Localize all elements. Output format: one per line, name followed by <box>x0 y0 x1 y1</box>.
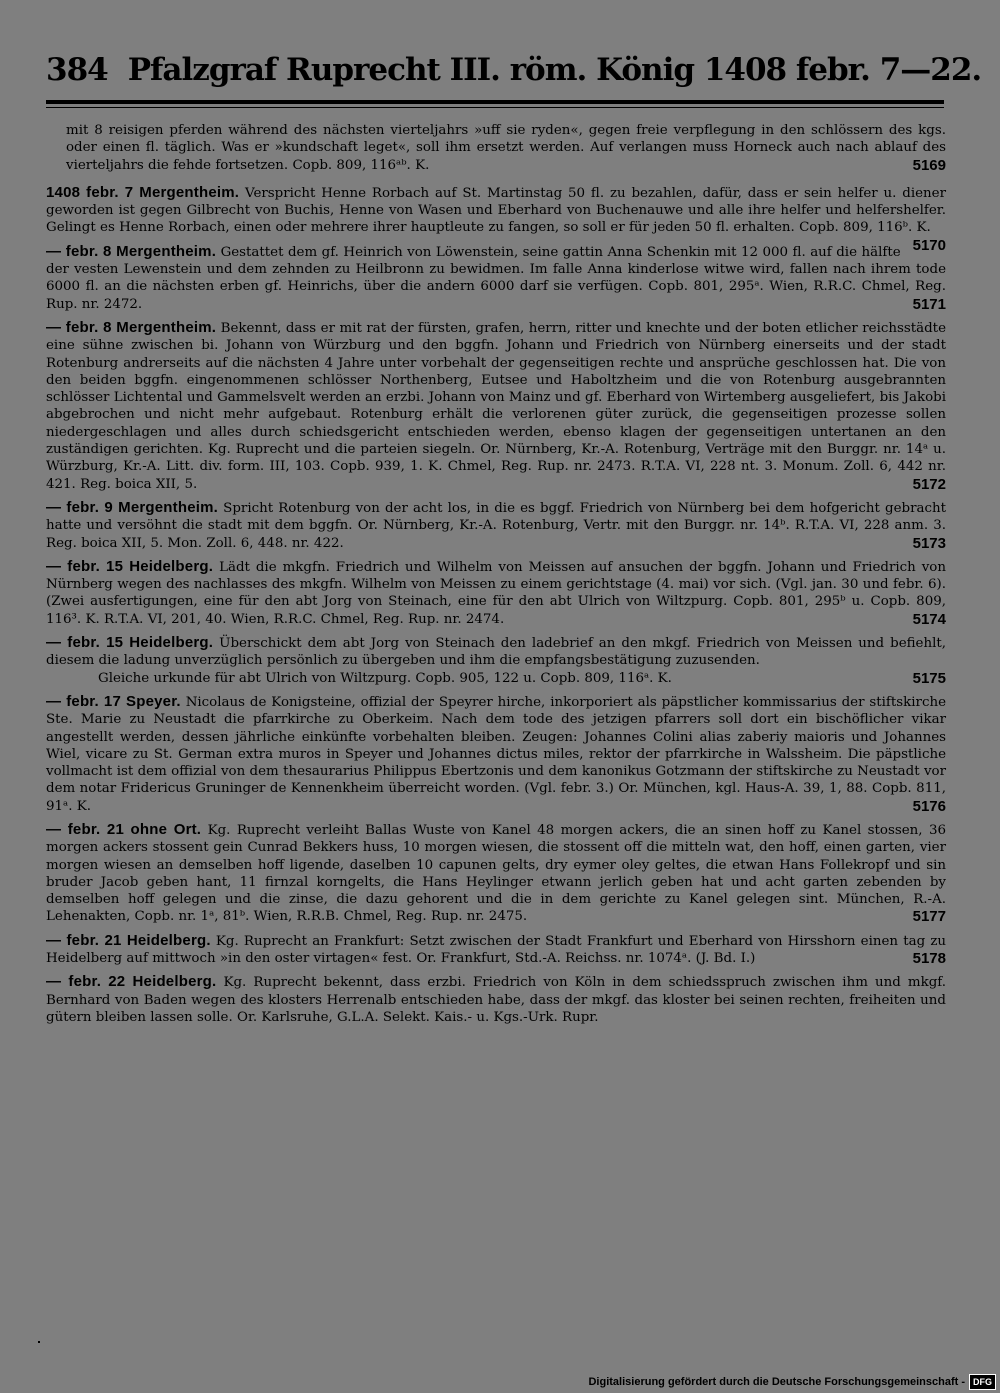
entry-date-place: — febr. 21 Heidelberg. <box>46 931 211 949</box>
page-header <box>46 52 982 88</box>
header-rule-thick <box>46 100 944 104</box>
entry-subtext <box>46 670 946 687</box>
running-head: Pfalzgraf Ruprecht III. röm. König 1408 febr. 7—22. <box>127 52 982 88</box>
entry-text: Kg. Ruprecht bekennt, dass erzbi. Friedrich von Köln in dem schiedsspruch zwischen ihm und mkgf. Bernhard von Baden wegen des klosters Herrenalb entschieden habe, dass der mkgf. das kloster bei seinen rechten, freiheiten und gütern bleiben lassen solle. Or. Karlsruhe, G.L.A. Selekt. Kais.- u. Kgs.-Urk. Rupr. <box>46 975 946 1025</box>
entry-number: 5178 <box>912 950 946 968</box>
regest-entry-5178 <box>46 932 946 968</box>
entry-text: Überschickt dem abt Jorg von Steinach den ladebrief an den mkgf. Friedrich von Meissen und befiehlt, diesem die ladung unverzüglich persönlich zu übergeben und ihm die empfangsbestätigung zuzusenden. <box>46 636 947 669</box>
entry-number: 5173 <box>912 534 946 552</box>
regest-entry-5173 <box>46 499 946 552</box>
entry-date-place: — febr. 22 Heidelberg. <box>46 973 217 991</box>
digitization-footer <box>588 1370 1000 1393</box>
entry-date-place: — febr. 9 Mergentheim. <box>46 498 219 516</box>
regest-entry-5172 <box>46 319 946 493</box>
regest-entry-5171 <box>46 243 946 313</box>
entry-text: Spricht Rotenburg von der acht los, in die es bggf. Friedrich von Nürnberg bei dem hofgericht gebracht hatte und versöhnt die stadt mit dem bggfn. Or. Nürnberg, Kr.-A. Rotenburg, Vertr. mit den Burggr. nr. 14ᵇ. R.T.A. VI, 228 anm. 3. Reg. boica XII, 5. Mon. Zoll. 6, 448. nr. 422. <box>46 500 946 551</box>
entry-number: 5175 <box>912 669 946 687</box>
entry-text: Verspricht Henne Rorbach auf St. Martinstag 50 fl. zu bezahlen, dafür, dass er sein helfer u. diener geworden ist gegen Gilbrecht von Buchis, Henne von Wasen und Eberhard von Buchenauwe und alle ihre helfer und helfershelfer. Gelingt es Henne Rorbach, einen oder mehrere ihrer hauptleute zu fangen, so soll er für jeden 50 fl. erhalten. Copb. 809, 116ᵇ. K. <box>46 185 946 236</box>
header-rule-thin <box>46 107 944 108</box>
entry-number: 5171 <box>912 295 946 313</box>
entry-date-place: — febr. 8 Mergentheim. <box>46 242 217 260</box>
page-mark <box>38 1341 40 1343</box>
footer-text: Digitalisierung gefördert durch die Deutsche Forschungsgemeinschaft - <box>588 1375 965 1388</box>
dfg-logo: DFG <box>969 1374 996 1390</box>
regest-entry-5177 <box>46 821 946 926</box>
entry-text: Gestattet dem gf. Heinrich von Löwenstein, seine gattin Anna Schenkin mit 12 000 fl. auf die hälfte der vesten Lewenstein und dem zehnden zu Heilbronn zu bewidmen. Im falle Anna kinderlose witwe wird, fallen nach ihrem tode 6000 fl. an die nächsten erben gf. Heinrichs, über die andern 6000 darf sie verfügen. Copb. 801, 295ᵃ. Wien, R.R.C. Chmel, Reg. Rup. nr. 2472. <box>46 244 946 312</box>
entry-number: 5174 <box>912 610 946 628</box>
regest-entry-continued <box>46 973 946 1026</box>
entry-date-place: — febr. 8 Mergentheim. <box>46 318 217 336</box>
regest-entries <box>46 122 947 1034</box>
regest-entry-5175 <box>46 634 946 687</box>
entry-number: 5172 <box>912 475 946 493</box>
entry-number: 5169 <box>912 156 946 174</box>
entry-date-place: — febr. 15 Heidelberg. <box>46 634 214 652</box>
entry-text: Kg. Ruprecht verleiht Ballas Wuste von Kanel 48 morgen ackers, die an sinen hoff zu Kanel stossen, 36 morgen ackers stossent gein Cunrad Bekkers huss, 10 morgen wiesen, die stossent off die mitteln wat, den hoff, einen garten, vier morgen wiesen an demselben hoff ligende, daselben 10 capunen gelts, dry eymer oley geltes, die etwan Hans Follekropf und sin bruder Jacob geben hant, 11 firnzal korngelts, die Hans Heylinger etwann jerlich geben hat und acht garten zebenden by demselben hoff gelegen und die zinse, die dazu gehorent und die in dem gerichte zu Kanel gelegen sint. München, R.-A. Lehenakten, Copb. nr. 1ᵃ, 81ᵇ. Wien, R.R.B. Chmel, Reg. Rup. nr. 2475. <box>46 822 946 925</box>
entry-number: 5170 <box>912 236 946 254</box>
entry-number: 5177 <box>912 908 946 926</box>
entry-text: Kg. Ruprecht an Frankfurt: Setzt zwischen der Stadt Frankfurt und Eberhard von Hirsshorn einen tag zu Heidelberg auf mittwoch »in den oster virtagen« fest. Or. Frankfurt, Std.-A. Reichss. nr. 1074ᵃ. (J. Bd. I.) <box>46 933 947 967</box>
page-number: 384 <box>46 52 108 88</box>
entry-text: Lädt die mkgfn. Friedrich und Wilhelm von Meissen auf ansuchen der bggfn. Johann und Friedrich von Nürnberg wegen des nachlasses des mkgfn. Wilhelm von Meissen zu einem gerichtstage (4. mai) vor sich. (Vgl. jan. 30 und febr. 6). (Zwei ausfertigungen, eine für den abt Jorg von Steinach, eine für den abt Ulrich von Wiltzpurg. Copb. 801, 295ᵇ u. Copb. 809, 116³. K. R.T.A. VI, 201, 40. Wien, R.R.C. Chmel, Reg. Rup. nr. 2474. <box>46 559 946 627</box>
entry-number: 5176 <box>912 797 946 815</box>
entry-date-place: — febr. 15 Heidelberg. <box>46 557 214 575</box>
entry-text-second: Gleiche urkunde für abt Ulrich von Wiltzpurg. Copb. 905, 122 u. Copb. 809, 116ᵃ. K. <box>98 670 672 686</box>
entry-text: mit 8 reisigen pferden während des nächsten vierteljahrs »uff sie ryden«, gegen freie verpflegung in den schlössern des kgs. oder einen fl. täglich. Was er »kundschaft leget«, soll ihm ersetzt werden. Auf verlangen muss Horneck auch nach ablauf des vierteljahrs die fehde fortsetzen. Copb. 809, 116ᵃᵇ. K. <box>66 123 946 173</box>
regest-entry-5176 <box>46 693 946 815</box>
entry-date-place: — febr. 21 ohne Ort. <box>46 820 202 838</box>
regest-entry-5169 <box>66 122 946 174</box>
entry-text: Nicolaus de Konigsteine, offizial der Speyrer hirche, inkorporiert als päpstlicher kommissarius der stiftskirche Ste. Marie zu Neustadt die pfarrkirche zu Oberkeim. Nach dem tode des jetzigen pfarrers soll dort ein bischöflicher vikar angestellt werden, dessen jährliche einkünfte vorbehalten bleiben. Zeugen: Johannes Colini alias zaberiy maioris und Johannes Wiel, vicare zu St. German extra muros in Speyer und Johannes dictus miles, rektor der pfarrkirche in Walssheim. Die päpstliche vollmacht ist dem offizial von dem thesaurarius Philippus Ebertzonis und dem kanonikus Gotzmann der stiftskirche zu Neustadt vor dem notar Fridericus Gruninger de Kennenkheim überreicht worden. (Vgl. febr. 3.) Or. München, kgl. Haus-A. 39, 1, 88. Copb. 811, 91ᵃ. K. <box>46 694 946 814</box>
entry-date-place: 1408 febr. 7 Mergentheim. <box>46 183 240 201</box>
entry-text: Bekennt, dass er mit rat der fürsten, grafen, herrn, ritter und knechte und der boten etlicher reichsstädte eine sühne zwischen bi. Johann von Würzburg und den bggfn. Johann und Friedrich von Nürnberg einerseits und der stadt Rotenburg andrerseits auf die nächsten 4 Jahre unter vorbehalt der gegenseitigen rechte und ansprüche geschlossen hat. Die von den beiden bggfn. eingenommenen schlösser Northenberg, Eutsee und Haboltzheim und die von Rotenburg ausgebrannten schlösser Lichtental und Gammelsvelt werden an erzbi. Johann von Mainz und gf. Eberhard von Wirtemberg ausgeliefert, bis Jakobi abgebrochen und nicht mehr aufgebaut. Rotenburg erhält die verlorenen güter zurück, die gegenseitigen prozesse sollen niedergeschlagen und alles durch schiedsgericht entschieden werden, ebenso klagen der gegenseitigen untertanen an den zuständigen gerichten. Kg. Ruprecht und die parteien siegeln. Or. Nürnberg, Kr.-A. Rotenburg, Verträge mit den Burggr. nr. 14ᵃ u. Würzburg, Kr.-A. Litt. div. form. III, 103. Copb. 939, 1. K. Chmel, Reg. Rup. nr. 2473. R.T.A. VI, 228 nt. 3. Monum. Zoll. 6, 442 nr. 421. Reg. boica XII, 5. <box>46 320 946 492</box>
regest-entry-5174 <box>46 558 946 628</box>
entry-date-place: — febr. 17 Speyer. <box>46 692 181 710</box>
